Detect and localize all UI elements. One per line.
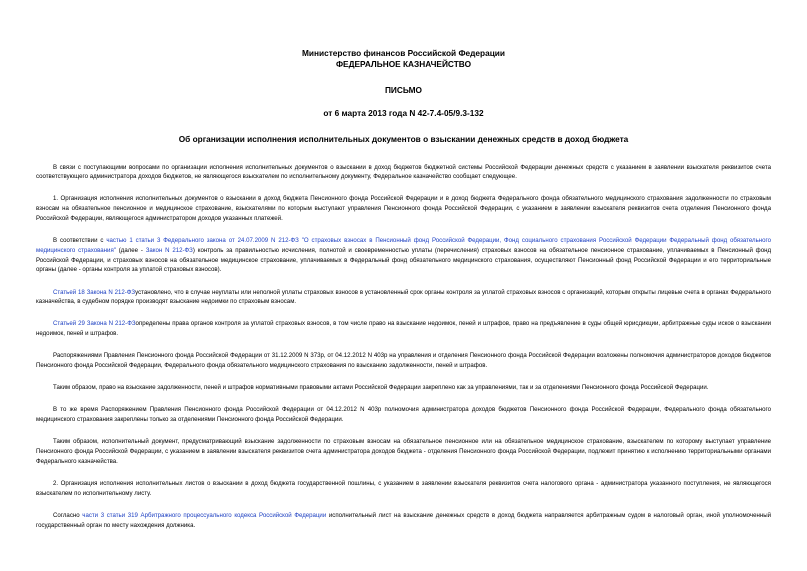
paragraph-intro: В связи с поступающими вопросами по организации исполнения исполнительных документов о взыскании в доход бюджетов бюджетной системы Российской Федерации денежных средств с указанием в заявлении взыскателя реквизитов счета соответствующего администратора доходов бюджетов, не являющегося взыскателем по исполнительному документу, Федеральное казначейство сообщает следующее. xyxy=(36,163,771,181)
paragraph-text: определены права органов контроля за уплатой страховых взносов, в том числе право на взыскание недоимок, пеней и штрафов, право на предъявление в суды общей юрисдикции, арбитражные суды исков о взыскании недоимок, пеней и штрафов. xyxy=(36,320,771,338)
paragraph-section-2: 2. Организация исполнения исполнительных листов о взыскании в доход бюджета государственной пошлины, с указанием в заявлении взыскателя реквизитов счета налогового органа - администратора указанного поступления, не являющегося взыскателем по исполнительному листу. xyxy=(36,479,771,497)
document-date-number: от 6 марта 2013 года N 42-7.4-05/9.3-132 xyxy=(323,107,484,118)
article-18-link[interactable]: Статьей 18 Закона N 212-ФЗ xyxy=(53,288,136,296)
article-29-link[interactable]: Статьей 29 Закона N 212-ФЗ xyxy=(53,320,136,328)
paragraph-text: (далее - xyxy=(115,246,146,254)
document-type: ПИСЬМО xyxy=(384,85,423,95)
document-header xyxy=(36,0,771,145)
paragraph-text: Согласно xyxy=(53,511,83,519)
paragraph-conclusion-2: Таким образом, исполнительный документ, предусматривающий взыскание задолженности по страховым взносам на обязательное пенсионное или на обязательное медицинское страхование, взыскателем по которому выступает управление Пенсионного фонда Российской Федерации, с указанием в заявлении взыскателя реквизитов счета администратора доходов бюджета - отделения Пенсионного фонда Российской Федерации, подлежит принятию к исполнению территориальными органами Федерального казначейства. xyxy=(36,438,771,465)
paragraph-text: ) контроль за правильностью исчисления, полнотой и своевременностью уплаты (перечисления) страховых взносов на обязательное пенсионное страхование, уплачиваемых в Пенсионный фонд Российской Федерации, и страховых взносов на обязательное медицинское страхование, уплачиваемых в Федеральный фонд обязательного медицинского страхования, осуществляют Пенсионный фонд Российской Федерации и его территориальные органы (далее - органы контроля за уплатой страховых взносов). xyxy=(36,246,772,274)
paragraph-section-1: 1. Организация исполнения исполнительных документов о взыскании в доход бюджета Пенсионного фонда Российской Федерации и в доход бюджета Федерального фонда обязательного медицинского страхования задолженности по страховым взносам на обязательное пенсионное и медицинское страхование, взыскателями по которым выступают управления Пенсионного фонда Российской Федерации, с указанием в заявлении взыскателя реквизитов счета отделения Пенсионного фонда Российской Федерации, являющегося администратором доходов указанных платежей. xyxy=(36,195,771,222)
paragraph-text: В соответствии с xyxy=(53,237,107,245)
paragraph-article-29 xyxy=(36,319,771,339)
paragraph-apk-reference xyxy=(36,511,771,531)
paragraph-text: установлено, что в случае неуплаты или неполной уплаты страховых взносов в установленный срок органы контроля за уплатой страховых взносов с организаций, которым открыты лицевые счета в органах Федерального казначейства, в судебном порядке производят взыскание недоимки по страховым взносам. xyxy=(36,288,772,306)
paragraph-text: исполнительный лист на взыскание денежных средств в доход бюджета направляется арбитражным судом в налоговый орган, иной уполномоченный государственный орган по месту нахождения должника. xyxy=(36,511,772,529)
paragraph-law-reference xyxy=(36,236,771,275)
apk-article-319-link[interactable]: части 3 статьи 319 Арбитражного процессуального кодекса Российской Федерации xyxy=(82,511,327,519)
paragraph-orders: Распоряжениями Правления Пенсионного фонда Российской Федерации от 31.12.2009 N 373р, от 04.12.2012 N 403р на управления и отделения Пенсионного фонда Российской Федерации возложены полномочия администраторов доходов бюджетов Пенсионного фонда Российской Федерации, Федерального фонда обязательного медицинского страхования по взысканию задолженности, пеней и штрафов. xyxy=(36,352,771,370)
law-212-fz-article-3-link[interactable]: частью 1 статьи 3 Федерального закона от 24.07.2009 N 212-ФЗ "О страховых взносах в Пенсионный фонд Российской Федерации, Фонд социального страхования Российской Федерации Федеральный фонд обязательного медицинского страхования" xyxy=(36,237,771,254)
paragraph-conclusion-1: Таким образом, право на взыскание задолженности, пеней и штрафов нормативными правовыми актами Российской Федерации закреплено как за управлениями, так и за отделениями Пенсионного фонда Российской Федерации. xyxy=(53,384,709,392)
paragraph-order-403r: В то же время Распоряжением Правления Пенсионного фонда Российской Федерации от 04.12.2012 N 403р полномочия администратора доходов бюджетов Пенсионного фонда Российской Федерации, Федерального фонда обязательного медицинского страхования закреплены только за отделениями Пенсионного фонда Российской Федерации. xyxy=(36,406,771,424)
agency-name: ФЕДЕРАЛЬНОЕ КАЗНАЧЕЙСТВО xyxy=(335,58,472,69)
law-212-fz-link[interactable]: Закон N 212-ФЗ xyxy=(145,246,193,254)
ministry-name: Министерство финансов Российской Федерации xyxy=(301,48,506,58)
paragraph-article-18 xyxy=(36,288,771,308)
document-subject: Об организации исполнения исполнительных документов о взыскании денежных средств в доход бюджета xyxy=(178,134,629,144)
document-body xyxy=(36,163,771,531)
